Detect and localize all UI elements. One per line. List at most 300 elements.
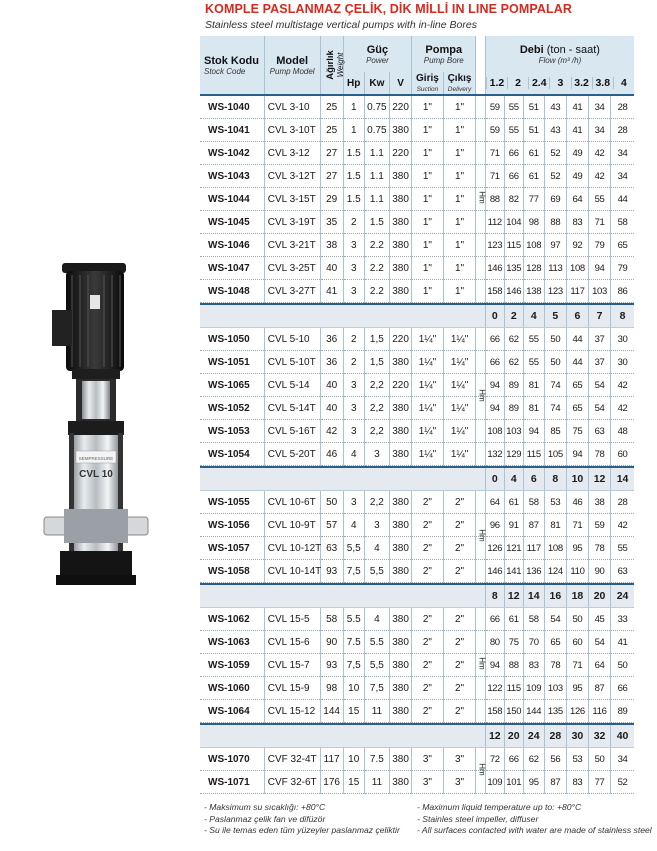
weight-value: 46 — [320, 443, 343, 466]
product-label: CVL 10 — [79, 469, 113, 480]
kw-value: 5,5 — [364, 560, 389, 583]
head-value: 97 — [544, 234, 566, 257]
model-name: CVL 3-10 — [264, 96, 320, 119]
hm-label: Hm — [478, 657, 488, 670]
hp-value: 3 — [343, 280, 364, 303]
delivery-value: 1" — [443, 96, 476, 119]
note-tr: - Paslanmaz çelik fan ve difüzör — [204, 813, 326, 824]
head-value: 61 — [523, 165, 544, 188]
head-value: 94 — [485, 374, 504, 397]
suction-value: 2" — [412, 491, 444, 514]
hp-value: 3 — [343, 374, 364, 397]
hp-value: 1.5 — [343, 188, 364, 211]
table-row — [200, 328, 634, 351]
flow-value-header: 14 — [523, 585, 544, 608]
model-name: CVL 5-16T — [264, 420, 320, 443]
suction-value: 1¼" — [412, 443, 444, 466]
head-value: 42 — [611, 514, 634, 537]
flow-value-header: 4 — [504, 468, 523, 491]
voltage-value: 380 — [390, 514, 412, 537]
suction-value: 1¼" — [412, 351, 444, 374]
head-value: 103 — [544, 677, 566, 700]
head-value: 83 — [566, 771, 588, 794]
flow-value-header: 18 — [566, 585, 588, 608]
table-row — [200, 188, 634, 211]
flow-value-header: 32 — [589, 725, 611, 748]
table-row — [200, 280, 634, 303]
head-value: 66 — [504, 142, 523, 165]
weight-value: 36 — [320, 351, 343, 374]
head-value: 90 — [589, 560, 611, 583]
head-value: 98 — [523, 211, 544, 234]
hp-value: 15 — [343, 700, 364, 723]
table-row — [200, 119, 634, 142]
table-row — [200, 211, 634, 234]
head-value: 66 — [504, 165, 523, 188]
stock-code: WS-1060 — [200, 677, 264, 700]
weight-value: 27 — [320, 142, 343, 165]
flow-value-header: 24 — [523, 725, 544, 748]
head-value: 117 — [566, 280, 588, 303]
model-name: CVL 10-14T — [264, 560, 320, 583]
head-value: 42 — [611, 397, 634, 420]
suction-value: 1" — [412, 211, 444, 234]
delivery-value: 1¼" — [443, 374, 476, 397]
hp-value: 1.5 — [343, 165, 364, 188]
kw-value: 7,5 — [364, 677, 389, 700]
head-value: 71 — [485, 165, 504, 188]
weight-value: 98 — [320, 677, 343, 700]
head-value: 146 — [485, 257, 504, 280]
head-value: 66 — [611, 677, 634, 700]
delivery-value: 1" — [443, 211, 476, 234]
head-value: 54 — [589, 631, 611, 654]
head-value: 44 — [611, 188, 634, 211]
head-value: 55 — [523, 328, 544, 351]
weight-value: 40 — [320, 397, 343, 420]
head-value: 150 — [504, 700, 523, 723]
col-stock-code: Stok Kodu Stock Code — [200, 36, 264, 94]
stock-code: WS-1051 — [200, 351, 264, 374]
kw-value: 2.2 — [364, 257, 389, 280]
head-value: 88 — [504, 654, 523, 677]
head-value: 55 — [523, 351, 544, 374]
delivery-value: 1" — [443, 142, 476, 165]
head-value: 54 — [589, 374, 611, 397]
head-value: 53 — [544, 491, 566, 514]
delivery-value: 1" — [443, 165, 476, 188]
hm-cell — [476, 165, 485, 188]
head-value: 122 — [485, 677, 504, 700]
head-value: 41 — [566, 96, 588, 119]
delivery-value: 2" — [443, 700, 476, 723]
head-value: 115 — [523, 443, 544, 466]
head-value: 95 — [566, 537, 588, 560]
flow-value-header: 3 — [549, 77, 570, 89]
hm-cell — [476, 257, 485, 280]
weight-value: 58 — [320, 608, 343, 631]
hp-value: 10 — [343, 748, 364, 771]
model-name: CVF 32-6T — [264, 771, 320, 794]
head-value: 78 — [589, 443, 611, 466]
kw-value: 2,2 — [364, 397, 389, 420]
delivery-value: 1" — [443, 280, 476, 303]
col-hp: Hp — [343, 72, 364, 94]
head-value: 123 — [485, 234, 504, 257]
delivery-value: 3" — [443, 771, 476, 794]
suction-value: 1¼" — [412, 374, 444, 397]
voltage-value: 380 — [390, 631, 412, 654]
head-value: 59 — [485, 96, 504, 119]
stock-code: WS-1071 — [200, 771, 264, 794]
delivery-value: 2" — [443, 514, 476, 537]
head-value: 62 — [523, 748, 544, 771]
head-value: 89 — [504, 374, 523, 397]
note-en: - Stainles steel impeller, diffuser — [417, 813, 539, 824]
head-value: 94 — [523, 420, 544, 443]
suction-value: 2" — [412, 537, 444, 560]
model-name: CVL 5-14T — [264, 397, 320, 420]
head-value: 42 — [589, 142, 611, 165]
head-value: 135 — [544, 700, 566, 723]
head-value: 28 — [611, 96, 634, 119]
head-value: 128 — [523, 257, 544, 280]
weight-value: 93 — [320, 654, 343, 677]
voltage-value: 380 — [390, 700, 412, 723]
head-value: 60 — [611, 443, 634, 466]
head-value: 126 — [566, 700, 588, 723]
voltage-value: 380 — [390, 188, 412, 211]
weight-value: 50 — [320, 491, 343, 514]
head-value: 51 — [523, 96, 544, 119]
head-value: 34 — [611, 165, 634, 188]
hm-cell — [476, 351, 485, 374]
flow-header-row — [200, 725, 634, 748]
kw-value: 5.5 — [364, 631, 389, 654]
head-value: 64 — [566, 188, 588, 211]
model-name: CVL 10-6T — [264, 491, 320, 514]
head-value: 65 — [611, 234, 634, 257]
flow-value-header: 12 — [504, 585, 523, 608]
kw-value: 0.75 — [364, 119, 389, 142]
head-value: 34 — [589, 96, 611, 119]
flow-value-header: 2.4 — [528, 77, 549, 89]
kw-value: 2,2 — [364, 374, 389, 397]
hm-label: Hm — [478, 191, 488, 204]
table-row — [200, 397, 634, 420]
head-value: 117 — [523, 537, 544, 560]
hp-value: 7,5 — [343, 560, 364, 583]
kw-value: 4 — [364, 537, 389, 560]
head-value: 55 — [611, 537, 634, 560]
head-value: 55 — [589, 188, 611, 211]
head-value: 59 — [589, 514, 611, 537]
head-value: 135 — [504, 257, 523, 280]
delivery-value: 1¼" — [443, 351, 476, 374]
head-value: 55 — [504, 119, 523, 142]
kw-value: 2,2 — [364, 491, 389, 514]
hm-cell — [476, 560, 485, 583]
head-value: 124 — [544, 560, 566, 583]
kw-value: 11 — [364, 700, 389, 723]
hp-value: 2 — [343, 211, 364, 234]
stock-code: WS-1056 — [200, 514, 264, 537]
head-value: 66 — [504, 748, 523, 771]
head-value: 49 — [566, 142, 588, 165]
model-name: CVL 15-9 — [264, 677, 320, 700]
head-value: 28 — [611, 119, 634, 142]
head-value: 141 — [504, 560, 523, 583]
suction-value: 3" — [412, 748, 444, 771]
delivery-value: 2" — [443, 491, 476, 514]
head-value: 46 — [566, 491, 588, 514]
head-value: 110 — [566, 560, 588, 583]
weight-value: 40 — [320, 257, 343, 280]
head-value: 108 — [566, 257, 588, 280]
head-value: 92 — [566, 234, 588, 257]
head-value: 116 — [589, 700, 611, 723]
suction-value: 2" — [412, 631, 444, 654]
stock-code: WS-1070 — [200, 748, 264, 771]
hm-cell — [476, 700, 485, 723]
hp-value: 2 — [343, 351, 364, 374]
model-name: CVL 3-19T — [264, 211, 320, 234]
head-value: 58 — [523, 491, 544, 514]
flow-value-header: 2 — [507, 77, 528, 89]
stock-code: WS-1053 — [200, 420, 264, 443]
head-value: 52 — [544, 142, 566, 165]
head-value: 59 — [485, 119, 504, 142]
head-value: 132 — [485, 443, 504, 466]
kw-value: 3 — [364, 514, 389, 537]
head-value: 49 — [566, 165, 588, 188]
stock-code: WS-1065 — [200, 374, 264, 397]
weight-value: 144 — [320, 700, 343, 723]
flow-value-header: 3.8 — [592, 77, 613, 89]
head-value: 28 — [611, 491, 634, 514]
head-value: 52 — [611, 771, 634, 794]
head-value: 75 — [566, 420, 588, 443]
flow-value-header: 10 — [566, 468, 588, 491]
hm-cell — [476, 677, 485, 700]
delivery-value: 1" — [443, 257, 476, 280]
flow-value-header: 6 — [523, 468, 544, 491]
head-value: 108 — [523, 234, 544, 257]
kw-value: 1.1 — [364, 188, 389, 211]
head-value: 79 — [589, 234, 611, 257]
delivery-value: 1" — [443, 119, 476, 142]
suction-value: 1" — [412, 119, 444, 142]
head-value: 101 — [504, 771, 523, 794]
kw-value: 1.1 — [364, 142, 389, 165]
head-value: 64 — [589, 654, 611, 677]
head-value: 61 — [504, 608, 523, 631]
flow-value-header: 8 — [544, 468, 566, 491]
head-value: 94 — [589, 257, 611, 280]
note-tr: - Maksimum su sıcaklığı: +80°C — [204, 802, 326, 812]
head-value: 38 — [589, 491, 611, 514]
stock-code: WS-1050 — [200, 328, 264, 351]
hp-value: 3 — [343, 491, 364, 514]
table-row — [200, 165, 634, 188]
head-value: 80 — [485, 631, 504, 654]
weight-value: 25 — [320, 119, 343, 142]
col-v: V — [390, 72, 412, 94]
flow-value-header: 8 — [485, 585, 504, 608]
head-value: 95 — [566, 677, 588, 700]
voltage-value: 220 — [390, 328, 412, 351]
model-name: CVL 10-12T — [264, 537, 320, 560]
head-value: 81 — [523, 374, 544, 397]
head-value: 113 — [544, 257, 566, 280]
model-name: CVL 3-25T — [264, 257, 320, 280]
hp-value: 4 — [343, 443, 364, 466]
head-value: 88 — [544, 211, 566, 234]
delivery-value: 1¼" — [443, 443, 476, 466]
stock-code: WS-1063 — [200, 631, 264, 654]
head-value: 42 — [611, 374, 634, 397]
head-value: 95 — [523, 771, 544, 794]
col-suction: Giriş Suction — [412, 72, 444, 94]
model-name: CVL 3-12T — [264, 165, 320, 188]
suction-value: 1" — [412, 142, 444, 165]
model-name: CVL 3-15T — [264, 188, 320, 211]
stock-code: WS-1054 — [200, 443, 264, 466]
flow-value-header: 16 — [544, 585, 566, 608]
head-value: 55 — [504, 96, 523, 119]
stock-code: WS-1043 — [200, 165, 264, 188]
voltage-value: 380 — [390, 119, 412, 142]
flow-value-header: 20 — [589, 585, 611, 608]
head-value: 33 — [611, 608, 634, 631]
flow-value-header: 30 — [566, 725, 588, 748]
weight-value: 29 — [320, 188, 343, 211]
kw-value: 1,5 — [364, 328, 389, 351]
model-name: CVL 10-9T — [264, 514, 320, 537]
head-value: 66 — [485, 328, 504, 351]
head-value: 75 — [504, 631, 523, 654]
head-value: 42 — [589, 165, 611, 188]
suction-value: 2" — [412, 514, 444, 537]
voltage-value: 380 — [390, 211, 412, 234]
kw-value: 2,2 — [364, 420, 389, 443]
col-pump: Pompa Pump Bore — [412, 36, 476, 72]
flow-header-row — [200, 305, 634, 328]
voltage-value: 380 — [390, 748, 412, 771]
kw-value: 2.2 — [364, 280, 389, 303]
stock-code: WS-1055 — [200, 491, 264, 514]
suction-value: 2" — [412, 700, 444, 723]
table-row — [200, 420, 634, 443]
table-row — [200, 677, 634, 700]
weight-value: 41 — [320, 280, 343, 303]
head-value: 51 — [523, 119, 544, 142]
kw-value: 11 — [364, 771, 389, 794]
table-row — [200, 443, 634, 466]
col-flow: Debi (ton - saat) Flow (m³ /h) — [485, 36, 634, 72]
head-value: 64 — [485, 491, 504, 514]
head-value: 50 — [566, 608, 588, 631]
kw-value: 3 — [364, 443, 389, 466]
hm-cell — [476, 491, 485, 514]
table-row — [200, 771, 634, 794]
suction-value: 1¼" — [412, 397, 444, 420]
head-value: 71 — [566, 514, 588, 537]
table-row — [200, 748, 634, 771]
voltage-value: 380 — [390, 443, 412, 466]
kw-value: 0.75 — [364, 96, 389, 119]
col-model: Model Pump Model — [264, 36, 320, 94]
weight-value: 63 — [320, 537, 343, 560]
suction-value: 1" — [412, 188, 444, 211]
table-row — [200, 608, 634, 631]
head-value: 54 — [589, 397, 611, 420]
voltage-value: 380 — [390, 351, 412, 374]
kw-value: 4 — [364, 608, 389, 631]
stock-code: WS-1057 — [200, 537, 264, 560]
model-name: CVL 5-20T — [264, 443, 320, 466]
stock-code: WS-1048 — [200, 280, 264, 303]
head-value: 146 — [504, 280, 523, 303]
flow-value-header: 24 — [611, 585, 634, 608]
head-value: 37 — [589, 328, 611, 351]
head-value: 109 — [485, 771, 504, 794]
voltage-value: 220 — [390, 374, 412, 397]
delivery-value: 2" — [443, 654, 476, 677]
weight-value: 42 — [320, 420, 343, 443]
model-name: CVL 15-12 — [264, 700, 320, 723]
flow-value-header: 3.2 — [571, 77, 592, 89]
model-name: CVL 3-27T — [264, 280, 320, 303]
head-value: 108 — [544, 537, 566, 560]
hm-label: Hm — [478, 388, 488, 402]
hp-value: 3 — [343, 234, 364, 257]
weight-value: 35 — [320, 211, 343, 234]
hm-cell — [476, 211, 485, 234]
notes-english — [417, 802, 652, 837]
weight-value: 57 — [320, 514, 343, 537]
suction-value: 1¼" — [412, 420, 444, 443]
hm-cell — [476, 608, 485, 631]
head-value: 136 — [523, 560, 544, 583]
stock-code: WS-1046 — [200, 234, 264, 257]
stock-code: WS-1062 — [200, 608, 264, 631]
hp-value: 5,5 — [343, 537, 364, 560]
flow-value-header: 0 — [485, 305, 504, 328]
hm-label: Hm — [478, 762, 488, 776]
head-value: 50 — [544, 328, 566, 351]
hp-value: 4 — [343, 514, 364, 537]
head-value: 62 — [504, 328, 523, 351]
hm-cell — [476, 420, 485, 443]
hp-value: 10 — [343, 677, 364, 700]
head-value: 48 — [611, 420, 634, 443]
pump-image — [36, 255, 164, 595]
suction-value: 1" — [412, 234, 444, 257]
head-value: 34 — [589, 119, 611, 142]
voltage-value: 380 — [390, 677, 412, 700]
stock-code: WS-1047 — [200, 257, 264, 280]
head-value: 89 — [611, 700, 634, 723]
head-value: 109 — [523, 677, 544, 700]
head-value: 91 — [504, 514, 523, 537]
head-value: 71 — [589, 211, 611, 234]
col-kw: Kw — [364, 72, 389, 94]
head-value: 129 — [504, 443, 523, 466]
flow-header-row — [200, 468, 634, 491]
stock-code: WS-1042 — [200, 142, 264, 165]
flow-value-header: 12 — [485, 725, 504, 748]
